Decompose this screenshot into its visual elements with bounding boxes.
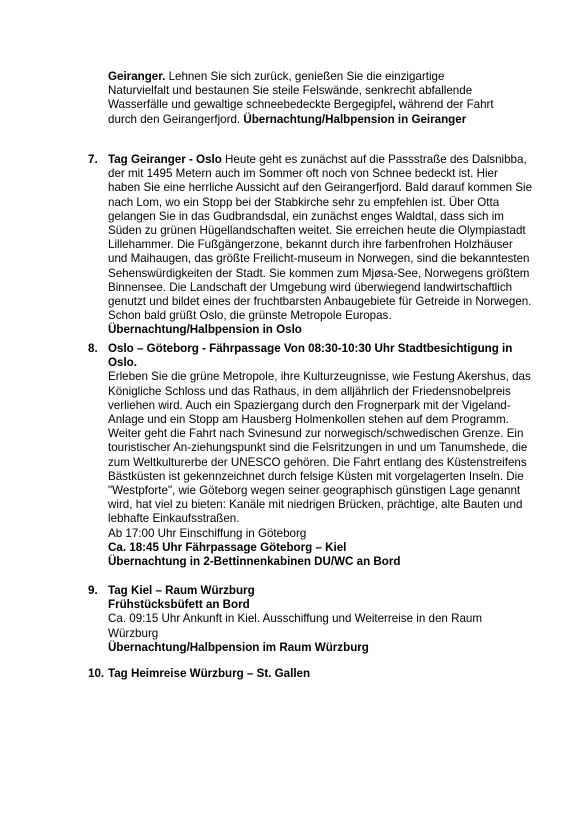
day-9-breakfast: Frühstücksbüfett an Bord: [108, 598, 250, 612]
intro-overnight: Übernachtung/Halbpension in Geiranger: [243, 112, 467, 126]
day-9-overnight: Übernachtung/Halbpension im Raum Würzburg: [108, 640, 369, 654]
day-7-title: Tag Geiranger - Oslo: [108, 153, 222, 166]
day-10-text: [108, 667, 533, 681]
day-8-cabin: Übernachtung in 2-Bettinnenkabinen DU/WC an Bord: [108, 555, 401, 569]
day-8-number: 8.: [88, 342, 98, 355]
day-9-title: Tag Kiel – Raum Würzburg: [108, 584, 255, 597]
day-7-text: [108, 153, 533, 338]
intro-comma: ,: [392, 98, 396, 112]
intro-paragraph: [108, 70, 508, 127]
day-9-text: [108, 584, 533, 655]
day-8-embark: Ab 17:00 Uhr Einschiffung in Göteborg: [108, 526, 307, 540]
intro-body-2: während der Fahrt durch den Geirangerfjord.: [108, 98, 494, 126]
day-7-overnight: Übernachtung/Halbpension in Oslo: [108, 323, 302, 337]
day-8-title: Oslo – Göteborg - Fährpassage Von 08:30-10:30 Uhr Stadtbesichtigung in Oslo.: [108, 342, 513, 370]
day-10-title: Tag Heimreise Würzburg – St. Gallen: [108, 667, 311, 680]
intro-text: [108, 70, 508, 127]
day-9-number: 9.: [88, 584, 98, 597]
day-8-body: Erleben Sie die grüne Metropole, ihre Kulturzeugnisse, wie Festung Akershus, das Königliche Schloss und das Rathaus, in dem alljährlich der Friedensnobelpreis verliehen wird. Auch ein Spaziergang durch den Frognerpark mit der Vigeland-Anlage und ein Stopp am Hausberg Holmenkollen stehen auf dem Programm. Weiter geht die Fahrt nach Svinesund zur norwegisch/schwedischen Grenze. Ein touristischer An-ziehungspunkt sind die Felsritzungen in und um Tanumshede, die zum Weltkulturerbe der UNESCO gehören. Die Fahrt entlang des Küstenstreifens Bästküsten ist gekennzeichnet durch felsige Küsten mit vorgelagerten Inseln. Die "Westpforte", wie Göteborg wegen seiner geographisch günstigen Lage genannt wird, hat viel zu bieten: Kanäle mit niedrigen Brücken, prächtige, alte Bauten und lebhafte Einkaufsstraßen.: [108, 370, 531, 526]
day-9-body: Ca. 09:15 Uhr Ankunft in Kiel. Ausschiffung und Weiterreise in den Raum Würzburg: [108, 612, 483, 640]
intro-lead: Geiranger.: [108, 70, 166, 83]
day-8-ferry: Ca. 18:45 Uhr Fährpassage Göteborg – Kiel: [108, 540, 347, 554]
day-7-body: Heute geht es zunächst auf die Passstraße des Dalsnibba, der mit 1495 Metern auch im Sommer oft noch von Schnee bedeckt ist. Hier haben Sie eine herrliche Aussicht auf den Geirangerfjord. Bald darauf kommen Sie nach Lom, wo ein Stopp bei der Stabkirche sehr zu empfehlen ist. Über Otta gelangen Sie in das Gudbrandsdal, ein zunächst enges Waldtal, dass sich im Süden zu grünen Hügellandschaften weitet. Sie erreichen heute die Olympiastadt Lillehammer. Die Fußgängerzone, bekannt durch ihre farbenfrohen Holzhäuser und Maihaugen, das größte Freilicht-museum in Norwegen, sind die bekanntesten Sehenswürdigkeiten der Stadt. Sie kommen zum Mjøsa-See, Norwegens größtem Binnensee. Die Landschaft der Umgebung wird überwiegend landwirtschaftlich genutzt und bildet eines der fruchtbarsten Anbaugebiete für Getreide in Norwegen. Schon bald grüßt Oslo, die grünste Metropole Europas.: [108, 153, 533, 323]
day-7-number: 7.: [88, 153, 98, 166]
day-8-text: [108, 342, 533, 569]
day-10-number: 10.: [88, 667, 105, 680]
intro-body: Lehnen Sie sich zurück, genießen Sie die einzigartige Naturvielfalt und bestaunen Sie steile Felswände, senkrecht abfallende Wasserfälle und gewaltige schneebedeckte Bergegipfel: [108, 70, 473, 112]
